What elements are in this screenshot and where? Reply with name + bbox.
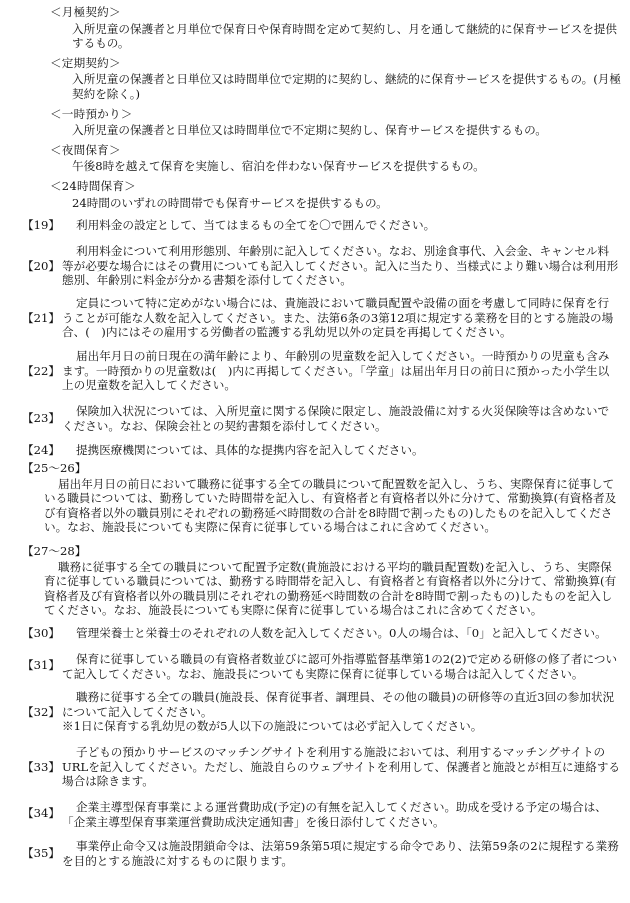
- note-text: 子どもの預かりサービスのマッチングサイトを利用する施設においては、利用するマッチングサイトのURLを記入してください。ただし、施設自らのウェブサイトを利用して、保護者と施設とが相互に連絡する場合は除きます。: [62, 745, 621, 789]
- definition-text: 24時間のいずれの時間帯でも保育サービスを提供するもの。: [72, 195, 388, 210]
- service-type-definitions: [50, 5, 622, 215]
- note-24: [22, 443, 620, 458]
- note-number: 【20】: [22, 259, 60, 273]
- note-number: 【27～28】: [22, 544, 87, 558]
- note-number: 【23】: [22, 411, 60, 425]
- note-number: 【31】: [22, 658, 60, 672]
- note-text: 職務に従事する全ての職員について配置予定数(貴施設における平均的職員配置数)を記入し、うち、実際保育に従事している職員については、勤務する時間帯を記入し、有資格者と有資格者以外に分けて、常勤換算(有資格者及び有資格者以外の職員別にそれぞれの勤務延べ時間数の合計を8時間で割ったもの)したものを記入してください。なお、施設長についても実際に保育に従事している場合はこれに含めてください。: [44, 559, 617, 618]
- note-20: [22, 244, 620, 288]
- note-21: [22, 296, 620, 340]
- definition-text: 入所児童の保護者と日単位又は時間単位で不定期に契約し、保育サービスを提供するもの。: [72, 123, 547, 138]
- note-text: 保険加入状況については、入所児童に関する保険に限定し、施設設備に対する火災保険等は含めないでください。なお、保険会社との契約書類を添付してください。: [62, 404, 610, 433]
- note-text: 届出年月日の前日において職務に従事する全ての職員について配置数を記入し、うち、実際保育に従事している職員については、勤務していた時間帯を記入し、有資格者と有資格者以外に分けて、常勤換算(有資格者及び有資格者以外の職員別にそれぞれの勤務延べ時間数の合計を8時間で割ったもの)したものを記入してください。なお、施設長についても実際に保育に従事している場合はこれに含めてください。: [44, 476, 617, 535]
- note-text: 利用料金の設定として、当てはまるもの全てを〇で囲んでください。: [76, 218, 436, 232]
- note-number: 【22】: [22, 364, 60, 378]
- note-number: 【30】: [22, 626, 60, 640]
- note-31: [22, 652, 620, 681]
- definition-text: 入所児童の保護者と日単位又は時間単位で定期的に契約し、継続的に保育サービスを提供するもの。(月極契約を除く。): [72, 72, 621, 101]
- note-34: [22, 800, 620, 829]
- note-23: [22, 404, 620, 433]
- note-number: 【25～26】: [22, 461, 87, 475]
- definition-heading: ＜月極契約＞: [50, 5, 121, 19]
- note-number: 【33】: [22, 760, 60, 774]
- note-text: 企業主導型保育事業による運営費助成(予定)の有無を記入してください。助成を受ける予定の場合は、「企業主導型保育事業運営費助成決定通知書」を後日添付してください。: [62, 800, 607, 829]
- definition-text: 午後8時を越えて保育を実施し、宿泊を伴わない保育サービスを提供するもの。: [72, 159, 485, 174]
- note-33: [22, 745, 620, 789]
- note-text: 職務に従事する全ての職員(施設長、保育従事者、調理員、その他の職員)の研修等の直近3回の参加状況について記入してください。: [62, 690, 615, 719]
- note-text: 定員について特に定めがない場合には、貴施設において職員配置や設備の面を考慮して同時に保育を行うことが可能な人数を記入してください。また、法第6条の3第12項に規定する業務を目的とする施設の場合、( )内にはその雇用する労働者の監護する乳幼児以外の定員を再掲してください。: [62, 296, 614, 340]
- note-text: 利用料金について利用形態別、年齢別に記入してください。なお、別途食事代、入会金、キャンセル料等が必要な場合にはその費用についても記入してください。記入に当たり、当様式により難い場合は利用形態別、年齢別に料金が分かる書類を添付してください。: [62, 244, 619, 288]
- note-number: 【35】: [22, 846, 60, 860]
- note-number: 【21】: [22, 311, 60, 325]
- note-text: 事業停止命令又は施設閉鎖命令は、法第59条第5項に規定する命令であり、法第59条の2に規程する業務を目的とする施設に対するものに限ります。: [62, 839, 619, 868]
- note-subtext: ※1日に保育する乳幼児の数が5人以下の施設については必ず記入してください。: [62, 719, 483, 734]
- definition-text: 入所児童の保護者と月単位で保育日や保育時間を定めて契約し、月を通して継続的に保育サービスを提供するもの。: [72, 21, 617, 51]
- note-19: [22, 218, 620, 233]
- note-27-28: [22, 544, 620, 618]
- note-number: 【34】: [22, 806, 60, 820]
- note-number: 【24】: [22, 443, 60, 457]
- note-22: [22, 349, 620, 393]
- note-32: [22, 690, 620, 734]
- note-35: [22, 839, 620, 868]
- note-30: [22, 626, 620, 641]
- definition-heading: ＜定期契約＞: [50, 55, 121, 70]
- note-number: 【19】: [22, 218, 60, 232]
- definition-heading: ＜夜間保育＞: [50, 142, 121, 157]
- definition-heading: ＜24時間保育＞: [50, 178, 136, 193]
- definition-heading: ＜一時預かり＞: [50, 106, 133, 121]
- note-text: 管理栄養士と栄養士のそれぞれの人数を記入してください。0人の場合は、「0」と記入してください。: [76, 626, 607, 640]
- note-text: 届出年月日の前日現在の満年齢により、年齢別の児童数を記入してください。一時預かりの児童も含みます。一時預かりの児童数は( )内に再掲してください。「学童」は届出年月日の前日に預かった小学生以上の児童数を記入してください。: [62, 349, 610, 393]
- note-25-26: [22, 461, 620, 535]
- note-text: 提携医療機関については、具体的な提携内容を記入してください。: [76, 443, 424, 457]
- note-number: 【32】: [22, 705, 60, 719]
- note-text: 保育に従事している職員の有資格者数並びに認可外指導監督基準第1の2(2)で定める研修の修了者について記入してください。なお、施設長についても実際に保育に従事している場合は記入してください。: [62, 652, 618, 681]
